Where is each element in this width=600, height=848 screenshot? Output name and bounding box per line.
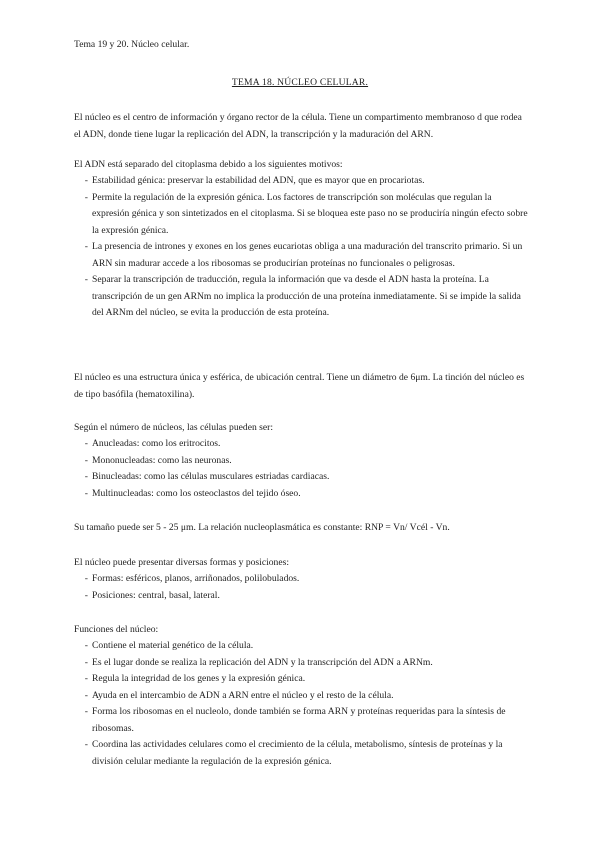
size-paragraph: Su tamaño puede ser 5 - 25 μm. La relación nucleoplasmática es constante: RNP = Vn/ Vcél - Vn.: [74, 522, 450, 533]
page-header: Tema 19 y 20. Núcleo celular.: [74, 39, 190, 50]
bullet-dash: -: [84, 689, 88, 701]
list-item: - Multinucleadas: como los osteoclastos del tejido óseo.: [74, 486, 530, 503]
structure-paragraph: El núcleo es una estructura única y esférica, de ubicación central. Tiene un diámetro de 6μm. La tinción del núcleo es de tipo basófila (hematoxilina).: [74, 372, 525, 400]
shapes-list: [74, 571, 530, 604]
list-item: - Coordina las actividades celulares como el crecimiento de la célula, metabolismo, síntesis de proteínas y la división celular mediante la regulación de la expresión génica.: [74, 737, 530, 770]
bullet-dash: -: [84, 589, 88, 601]
list-item: - Estabilidad génica: preservar la estabilidad del ADN, que es mayor que en procariotas.: [74, 173, 530, 190]
list-item: - Regula la integridad de los genes y la expresión génica.: [74, 671, 530, 688]
separation-lead: El ADN está separado del citoplasma debido a los siguientes motivos:: [74, 159, 343, 170]
bullet-dash: -: [84, 454, 88, 466]
bullet-dash: -: [84, 175, 88, 186]
bullet-dash: -: [84, 656, 88, 668]
list-item: - Binucleadas: como las células musculares estriadas cardiacas.: [74, 469, 530, 486]
list-item: - Ayuda en el intercambio de ADN a ARN entre el núcleo y el resto de la célula.: [74, 688, 530, 705]
count-list: [74, 436, 530, 502]
list-item: - Anucleadas: como los eritrocitos.: [74, 436, 530, 453]
list-item: - Permite la regulación de la expresión génica. Los factores de transcripción son moléculas que regulan la expresión génica y son sintetizados en el citoplasma. Si se bloquea este paso no se produciría ningún efecto sobre la expresión génica.: [74, 190, 530, 240]
bullet-dash: -: [84, 471, 88, 482]
bullet-dash: -: [84, 640, 88, 651]
list-item: - Posiciones: central, basal, lateral.: [74, 588, 530, 605]
bullet-dash: -: [84, 191, 88, 203]
bullet-dash: -: [84, 739, 88, 750]
list-item: - Es el lugar donde se realiza la replicación del ADN y la transcripción del ADN a ARNm.: [74, 655, 530, 672]
list-item: - La presencia de intrones y exones en los genes eucariotas obliga a una maduración del transcrito primario. Si un ARN sin madurar accede a los ribosomas se producirían proteínas no funcionales o peligrosas.: [74, 239, 530, 272]
intro-paragraph: El núcleo es el centro de información y órgano rector de la célula. Tiene un compartimento membranoso d que rodea el ADN, donde tiene lugar la replicación del ADN, la transcripción y la maduración del ARN.: [74, 112, 522, 140]
list-item: - Contiene el material genético de la célula.: [74, 638, 530, 655]
bullet-dash: -: [84, 673, 88, 684]
functions-lead: Funciones del núcleo:: [74, 624, 159, 635]
list-item: - Separar la transcripción de traducción, regula la información que va desde el ADN hasta la proteína. La transcripción de un gen ARNm no implica la producción de una proteína inmediatamente. Si se impide la salida del ARNm del núcleo, se evita la producción de esta proteína.: [74, 272, 530, 322]
separation-list: [74, 173, 530, 322]
bullet-dash: -: [84, 438, 88, 449]
page-title: TEMA 18. NÚCLEO CELULAR.: [231, 77, 369, 88]
bullet-dash: -: [84, 706, 88, 717]
list-item: - Formas: esféricos, planos, arriñonados, polilobulados.: [74, 571, 530, 588]
list-item: - Mononucleadas: como las neuronas.: [74, 453, 530, 470]
bullet-dash: -: [84, 487, 88, 499]
functions-list: [74, 638, 530, 770]
shapes-lead: El núcleo puede presentar diversas formas y posiciones:: [74, 557, 289, 568]
bullet-dash: -: [84, 274, 88, 285]
count-lead: Según el número de núcleos, las células pueden ser:: [74, 422, 274, 433]
list-item: - Forma los ribosomas en el nucleolo, donde también se forma ARN y proteínas requeridas para la síntesis de ribosomas.: [74, 704, 530, 737]
bullet-dash: -: [84, 241, 88, 252]
bullet-dash: -: [84, 573, 88, 584]
